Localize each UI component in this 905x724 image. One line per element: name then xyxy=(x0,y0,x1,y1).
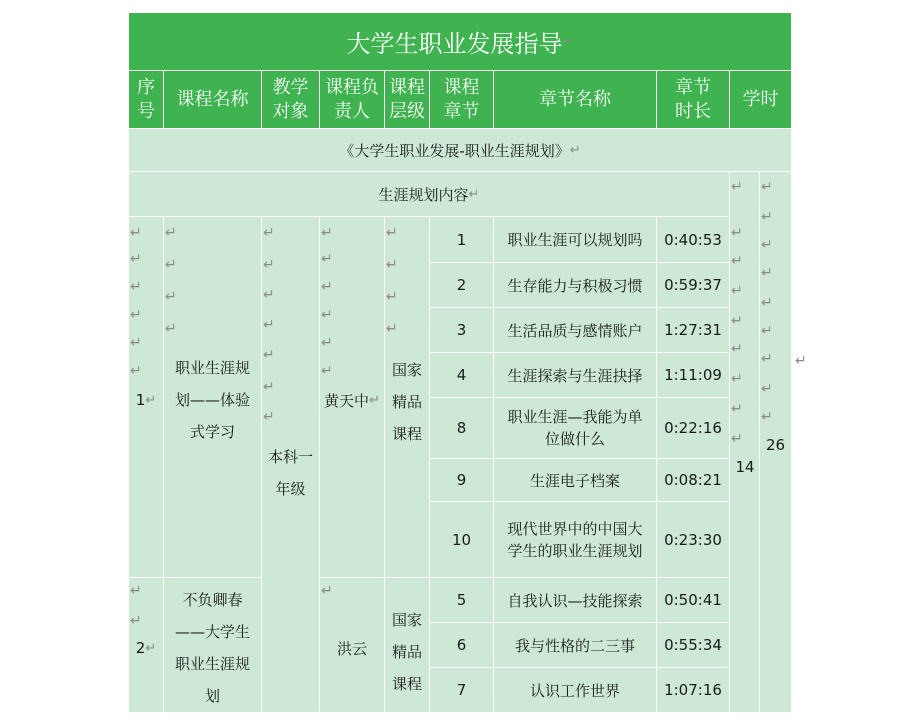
chapter-no-text: 3 xyxy=(456,321,467,339)
paragraph-mark: ↵ xyxy=(145,392,157,408)
chapter-no-text: 2 xyxy=(456,276,467,294)
subtotal-hours-text: 14 xyxy=(735,458,755,476)
paragraph-mark: ↵ xyxy=(468,186,480,202)
chapter-duration-text: 0:59:37 xyxy=(664,276,722,294)
chapter-no-text: 8 xyxy=(456,419,467,437)
course-name-text: 不负卿春——大学生职业生涯规划 xyxy=(174,591,250,705)
chapter-duration-text: 1:11:09 xyxy=(664,366,722,384)
header-level-text: 课程层级 xyxy=(389,76,425,122)
header-audience-text: 教学对象 xyxy=(272,76,309,122)
header-duration-text: 章节时长 xyxy=(675,76,711,122)
chapter-no-text: 5 xyxy=(456,591,467,609)
course-seq-text: 2 xyxy=(135,639,146,657)
chapter-name-text: 生活品质与感情账户 xyxy=(507,321,643,340)
course-owner-text: 黄天中 xyxy=(324,391,370,410)
table-title-text: 大学生职业发展指导 xyxy=(346,30,563,58)
total-hours-text: 26 xyxy=(765,436,786,454)
header-chapter-name-text: 章节名称 xyxy=(539,88,611,110)
chapter-duration-text: 0:55:34 xyxy=(664,636,722,654)
chapter-duration-text: 0:22:16 xyxy=(664,419,722,437)
paragraph-marks-decor: ↵ ↵ ↵ ↵ ↵ ↵ ↵ ↵ ↵ ↵ ↵ ↵ ↵ ↵ ↵ ↵ ↵ ↵ ↵ ↵ ↵ ↵ ↵ ↵ ↵ ↵ ↵ ↵ ↵ ↵ ↵ ↵ ↵ ↵ ↵ ↵ ↵ ↵ ↵ ↵ ↵ ↵ ↵ ↵ ↵ ↵ ↵ ↵ ↵ xyxy=(130,179,807,629)
header-hours-text: 学时 xyxy=(742,88,779,110)
chapter-name-text: 职业生涯可以规划吗 xyxy=(507,231,643,249)
chapter-no-text: 9 xyxy=(456,471,467,489)
chapter-name-text: 职业生涯—我能为单位做什么 xyxy=(507,408,643,448)
chapter-name-text: 生涯电子档案 xyxy=(529,471,620,490)
chapter-duration-text: 0:50:41 xyxy=(664,591,722,609)
course-seq-text: 1 xyxy=(135,391,146,409)
course-level-text: 国家精品课程 xyxy=(391,611,422,693)
header-course-name-text: 课程名称 xyxy=(176,88,249,110)
chapter-no-text: 7 xyxy=(456,681,467,699)
course-name-text: 职业生涯规划——体验式学习 xyxy=(174,359,250,441)
header-seq-text: 序号 xyxy=(137,76,155,122)
chapter-name-text: 生存能力与积极习惯 xyxy=(507,276,643,295)
chapter-name-text: 自我认识—技能探索 xyxy=(507,591,643,610)
section-title-text: 生涯规划内容 xyxy=(378,185,469,204)
chapter-duration-text: 0:40:53 xyxy=(664,230,722,249)
header-chapter-text: 课程章节 xyxy=(443,76,480,122)
chapter-no-text: 4 xyxy=(456,366,467,384)
paragraph-mark: ↵ xyxy=(562,34,574,49)
chapter-no-text: 10 xyxy=(451,530,472,549)
chapter-name-text: 现代世界中的中国大学生的职业生涯规划 xyxy=(507,519,643,560)
audience-text: 本科一年级 xyxy=(267,448,313,498)
chapter-duration-text: 1:27:31 xyxy=(664,321,722,339)
course-owner-text: 洪云 xyxy=(336,639,367,658)
course-level-text: 国家精品课程 xyxy=(391,361,422,443)
chapter-name-text: 认识工作世界 xyxy=(529,681,620,700)
chapter-name-text: 生涯探索与生涯抉择 xyxy=(507,366,643,385)
paragraph-mark: ↵ xyxy=(569,142,581,158)
paragraph-mark: ↵ xyxy=(145,640,157,656)
chapter-name-text: 我与性格的二三事 xyxy=(514,636,635,655)
book-title-text: 《大学生职业发展-职业生涯规划》 xyxy=(339,141,570,160)
chapter-no-text: 6 xyxy=(456,636,467,654)
header-owner-text: 课程负责人 xyxy=(325,76,379,122)
chapter-duration-text: 0:08:21 xyxy=(664,471,722,489)
chapter-no-text: 1 xyxy=(456,230,467,249)
chapter-duration-text: 1:07:16 xyxy=(664,681,722,699)
chapter-duration-text: 0:23:30 xyxy=(664,530,722,549)
paragraph-mark: ↵ xyxy=(369,392,380,408)
